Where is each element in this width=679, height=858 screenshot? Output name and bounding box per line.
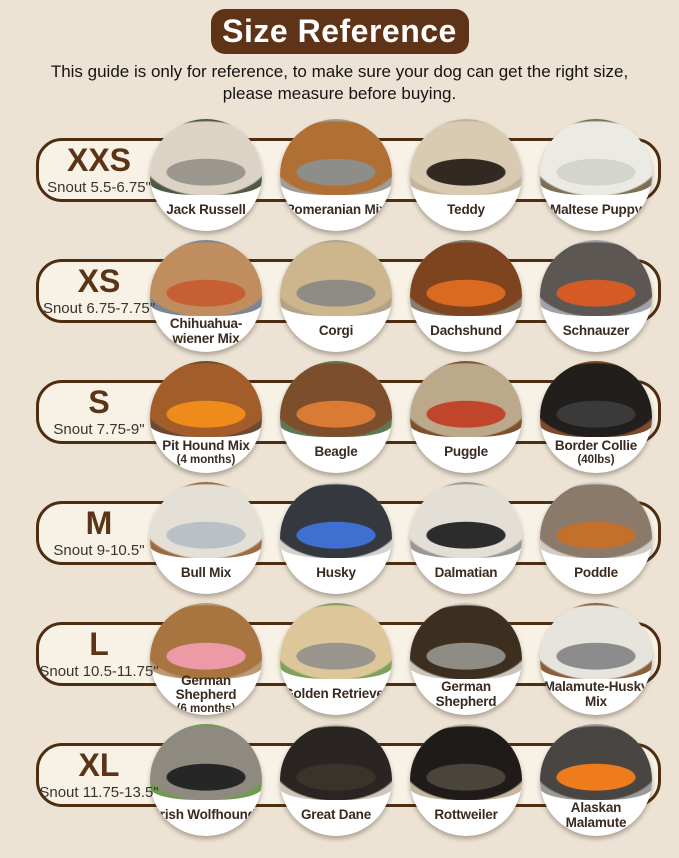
dog-photo bbox=[540, 724, 652, 800]
dog-label-wrap bbox=[413, 798, 519, 834]
dog-card bbox=[280, 482, 392, 594]
dog-label-wrap bbox=[283, 435, 389, 471]
dog-breed-label: Maltese Puppy bbox=[550, 202, 642, 218]
dog-breed-label: Rottweiler bbox=[434, 807, 498, 823]
dog-photo bbox=[280, 361, 392, 437]
dog-breed-sublabel: (4 months) bbox=[176, 453, 236, 466]
dog-card bbox=[280, 603, 392, 715]
dog-photo bbox=[280, 119, 392, 195]
dog-label-wrap bbox=[153, 556, 259, 592]
dog-photo bbox=[410, 119, 522, 195]
dog-photo bbox=[150, 361, 262, 437]
dog-breed-label: Golden Retriever bbox=[283, 686, 389, 702]
dog-breed-label: Corgi bbox=[318, 323, 354, 339]
dog-label-wrap bbox=[283, 314, 389, 350]
size-name: L bbox=[89, 625, 109, 662]
dog-breed-label: Pit Hound Mix bbox=[162, 438, 250, 454]
size-row-xs bbox=[0, 237, 679, 358]
dog-photo bbox=[280, 724, 392, 800]
dog-photo bbox=[540, 361, 652, 437]
dog-breed-label: Jack Russell bbox=[166, 202, 246, 218]
dog-photo bbox=[410, 240, 522, 316]
size-reference-table bbox=[0, 116, 679, 842]
dog-breed-label: Irish Wolfhound bbox=[156, 807, 256, 823]
dog-label-wrap bbox=[543, 435, 649, 471]
dog-photo bbox=[410, 724, 522, 800]
dog-card bbox=[410, 361, 522, 473]
dog-examples bbox=[150, 724, 652, 836]
dog-label-wrap bbox=[413, 193, 519, 229]
dog-photo bbox=[540, 603, 652, 679]
dog-card bbox=[150, 603, 262, 715]
dog-label-wrap bbox=[413, 435, 519, 471]
snout-range: Snout 9-10.5" bbox=[53, 541, 145, 559]
dog-photo bbox=[150, 240, 262, 316]
snout-range: Snout 10.5-11.75" bbox=[39, 662, 159, 680]
size-info bbox=[32, 501, 166, 565]
dog-card bbox=[410, 724, 522, 836]
dog-card bbox=[540, 603, 652, 715]
dog-card bbox=[410, 240, 522, 352]
dog-card bbox=[410, 119, 522, 231]
dog-photo bbox=[150, 603, 262, 679]
dog-label-wrap bbox=[543, 193, 649, 229]
dog-photo bbox=[410, 361, 522, 437]
size-name: XXS bbox=[66, 141, 132, 178]
dog-breed-label: German Shepherd bbox=[175, 672, 237, 703]
dog-photo bbox=[410, 482, 522, 558]
snout-range: Snout 7.75-9" bbox=[53, 420, 145, 438]
dog-photo bbox=[540, 482, 652, 558]
dog-breed-label: Alaskan Malamute bbox=[565, 799, 627, 830]
dog-breed-label: Border Collie bbox=[554, 438, 638, 454]
dog-card bbox=[280, 724, 392, 836]
dog-breed-sublabel: (40lbs) bbox=[577, 453, 615, 466]
dog-label-wrap bbox=[413, 314, 519, 350]
size-row-xl bbox=[0, 721, 679, 842]
dog-label-wrap bbox=[543, 798, 649, 834]
size-row-l bbox=[0, 600, 679, 721]
dog-breed-label: Beagle bbox=[314, 444, 358, 460]
title-banner bbox=[211, 9, 469, 54]
dog-label-wrap bbox=[153, 672, 259, 715]
dog-breed-label: Malamute-Husky Mix bbox=[543, 678, 649, 709]
size-info bbox=[32, 380, 166, 444]
dog-card bbox=[410, 603, 522, 715]
size-row-s bbox=[0, 358, 679, 479]
dog-label-wrap bbox=[153, 798, 259, 834]
dog-examples bbox=[150, 482, 652, 594]
dog-breed-sublabel: (6 months) bbox=[176, 703, 236, 715]
dog-examples bbox=[150, 361, 652, 473]
dog-label-wrap bbox=[153, 435, 259, 471]
subtitle-line1: This guide is only for reference, to make sure your dog can get the right size, bbox=[50, 62, 629, 81]
dog-breed-label: Poddle bbox=[574, 565, 618, 581]
dog-photo bbox=[540, 119, 652, 195]
dog-breed-label: German Shepherd bbox=[435, 678, 497, 709]
dog-card bbox=[540, 119, 652, 231]
dog-photo bbox=[410, 603, 522, 679]
dog-card bbox=[280, 240, 392, 352]
dog-label-wrap bbox=[153, 314, 259, 350]
dog-card bbox=[540, 724, 652, 836]
dog-photo bbox=[150, 482, 262, 558]
dog-photo bbox=[150, 119, 262, 195]
dog-card bbox=[280, 119, 392, 231]
dog-photo bbox=[280, 240, 392, 316]
dog-label-wrap bbox=[283, 798, 389, 834]
dog-examples bbox=[150, 603, 652, 715]
dog-card bbox=[410, 482, 522, 594]
dog-breed-label: Chihuahua-wiener Mix bbox=[169, 315, 243, 346]
size-info bbox=[32, 743, 166, 807]
dog-breed-label: Great Dane bbox=[300, 807, 372, 823]
dog-label-wrap bbox=[543, 556, 649, 592]
dog-card bbox=[150, 361, 262, 473]
size-name: XL bbox=[78, 746, 120, 783]
dog-label-wrap bbox=[543, 677, 649, 713]
dog-card bbox=[150, 119, 262, 231]
snout-range: Snout 5.5-6.75" bbox=[47, 178, 151, 196]
dog-label-wrap bbox=[153, 193, 259, 229]
dog-photo bbox=[540, 240, 652, 316]
dog-breed-label: Puggle bbox=[444, 444, 488, 460]
snout-range: Snout 6.75-7.75" bbox=[42, 299, 156, 317]
dog-card bbox=[540, 482, 652, 594]
size-info bbox=[32, 622, 166, 686]
snout-range: Snout 11.75-13.5" bbox=[39, 783, 159, 801]
size-name: S bbox=[88, 383, 110, 420]
dog-label-wrap bbox=[283, 677, 389, 713]
subtitle-line2: please measure before buying. bbox=[222, 83, 457, 103]
dog-label-wrap bbox=[283, 556, 389, 592]
dog-card bbox=[280, 361, 392, 473]
dog-label-wrap bbox=[543, 314, 649, 350]
dog-breed-label: Schnauzer bbox=[562, 323, 630, 339]
dog-examples bbox=[150, 119, 652, 231]
dog-photo bbox=[280, 482, 392, 558]
size-name: XS bbox=[77, 262, 121, 299]
size-name: M bbox=[85, 504, 113, 541]
size-info bbox=[32, 138, 166, 202]
dog-breed-label: Teddy bbox=[447, 202, 485, 218]
dog-examples bbox=[150, 240, 652, 352]
page-title: Size Reference bbox=[222, 13, 457, 49]
dog-label-wrap bbox=[283, 193, 389, 229]
dog-photo bbox=[150, 724, 262, 800]
dog-breed-label: Bull Mix bbox=[180, 565, 232, 581]
dog-breed-label: Dachshund bbox=[430, 323, 502, 339]
dog-card bbox=[540, 361, 652, 473]
dog-label-wrap bbox=[413, 556, 519, 592]
size-info bbox=[32, 259, 166, 323]
dog-card bbox=[150, 724, 262, 836]
dog-card bbox=[150, 240, 262, 352]
subtitle bbox=[0, 61, 679, 105]
dog-breed-label: Pomeranian Mix bbox=[285, 202, 387, 218]
dog-breed-label: Dalmatian bbox=[434, 565, 498, 581]
dog-card bbox=[150, 482, 262, 594]
dog-card bbox=[540, 240, 652, 352]
dog-photo bbox=[280, 603, 392, 679]
dog-label-wrap bbox=[413, 677, 519, 713]
dog-breed-label: Husky bbox=[316, 565, 356, 581]
size-row-xxs bbox=[0, 116, 679, 237]
size-row-m bbox=[0, 479, 679, 600]
